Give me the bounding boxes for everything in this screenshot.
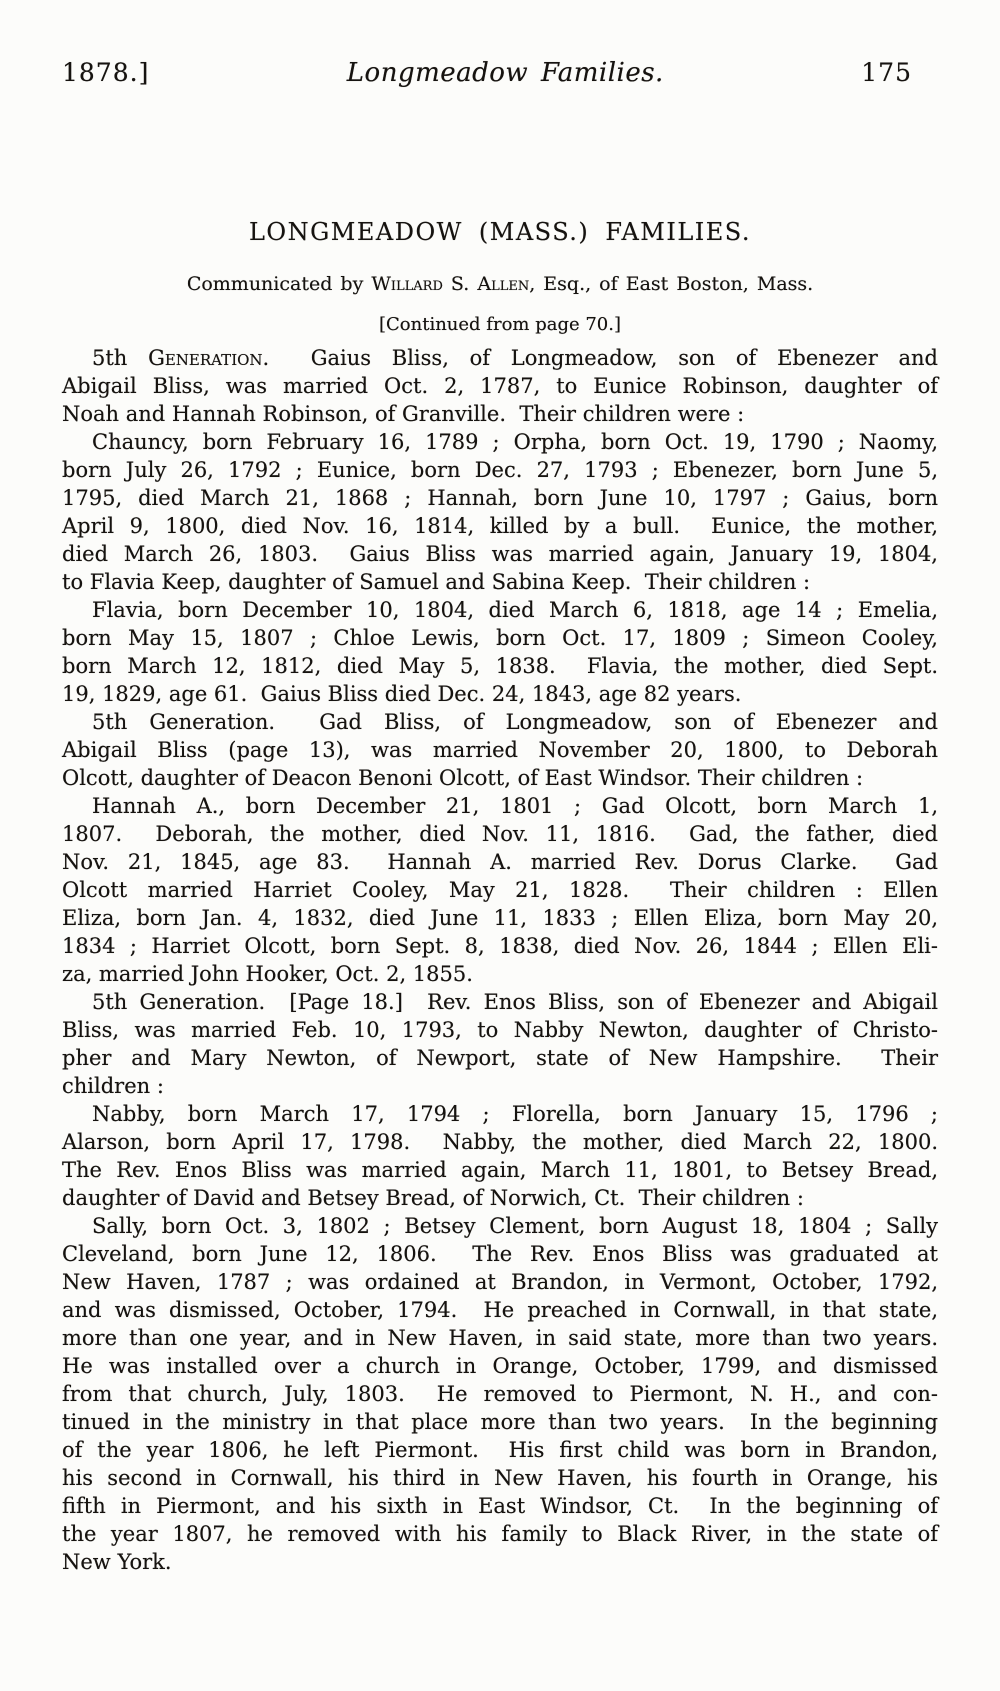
header-running-title: Longmeadow Families. [346,58,664,88]
small-caps-text: Generation. [148,346,270,370]
text-line: fifth in Piermont, and his sixth in East Windsor, Ct. In the beginning of [62,1494,938,1518]
byline [0,273,1000,295]
text-line: from that church, July, 1803. He removed to Piermont, N. H., and con- [62,1382,938,1406]
text-segment: 5th [92,346,149,370]
text-line: tinued in the ministry in that place more than two years. In the beginning [62,1410,938,1434]
text-line: Olcott, daughter of Deacon Benoni Olcott, of East Windsor. Their children : [62,766,864,790]
text-segment: Gaius Bliss, of Longmeadow, son of Ebenezer and [269,346,939,370]
text-line: 19, 1829, age 61. Gaius Bliss died Dec. 24, 1843, age 82 years. [62,682,742,706]
text-line: 1795, died March 21, 1868 ; Hannah, born June 10, 1797 ; Gaius, born [62,486,938,510]
text-line: Nabby, born March 17, 1794 ; Florella, born January 15, 1796 ; [92,1102,938,1126]
header-year-label: 1878.] [62,58,150,87]
text-line: He was installed over a church in Orange, October, 1799, and dismissed [62,1354,938,1378]
text-line: Cleveland, born June 12, 1806. The Rev. Enos Bliss was graduated at [62,1242,938,1266]
text-line: Eliza, born Jan. 4, 1832, died June 11, 1833 ; Ellen Eliza, born May 20, [62,906,938,930]
text-line: 1834 ; Harriet Olcott, born Sept. 8, 1838, died Nov. 26, 1844 ; Ellen Eli- [62,934,938,958]
running-header [62,58,912,88]
text-line: his second in Cornwall, his third in New Haven, his fourth in Orange, his [62,1466,938,1490]
text-line: 1807. Deborah, the mother, died Nov. 11, 1816. Gad, the father, died [62,822,938,846]
text-line: pher and Mary Newton, of Newport, state of New Hampshire. Their [62,1046,938,1070]
text-line: Hannah A., born December 21, 1801 ; Gad Olcott, born March 1, [92,794,938,818]
continuation-note: [Continued from page 70.] [379,314,621,335]
text-line: Bliss, was married Feb. 10, 1793, to Nabby Newton, daughter of Christo- [62,1018,938,1042]
text-line: za, married John Hooker, Oct. 2, 1855. [62,962,473,986]
text-line: Flavia, born December 10, 1804, died March 6, 1818, age 14 ; Emelia, [92,598,938,622]
text-line: died March 26, 1803. Gaius Bliss was married again, January 19, 1804, [62,542,938,566]
text-line: more than one year, and in New Haven, in said state, more than two years. [62,1326,938,1350]
text-line: Olcott married Harriet Cooley, May 21, 1828. Their children : Ellen [62,878,938,902]
text-line: the year 1807, he removed with his family to Black River, in the state of [62,1522,938,1546]
body-text [62,344,938,1576]
text-line: children : [62,1074,164,1098]
text-line: of the year 1806, he left Piermont. His first child was born in Brandon, [62,1438,938,1462]
text-line: daughter of David and Betsey Bread, of Norwich, Ct. Their children : [62,1186,804,1210]
text-line: New York. [62,1550,172,1574]
article-title: LONGMEADOW (MASS.) FAMILIES. [248,218,752,246]
text-line: to Flavia Keep, daughter of Samuel and Sabina Keep. Their children : [62,570,811,594]
text-line: born May 15, 1807 ; Chloe Lewis, born Oct. 17, 1809 ; Simeon Cooley, [62,626,938,650]
header-page-number: 175 [861,58,912,87]
byline-suffix: , Esq., of East Boston, Mass. [529,273,814,295]
text-line: New Haven, 1787 ; was ordained at Brandon, in Vermont, October, 1792, [62,1270,938,1294]
text-line: Alarson, born April 17, 1798. Nabby, the mother, died March 22, 1800. [62,1130,938,1154]
text-line: Abigail Bliss, was married Oct. 2, 1787, to Eunice Robinson, daughter of [62,374,938,398]
text-line: April 9, 1800, died Nov. 16, 1814, killed by a bull. Eunice, the mother, [62,514,938,538]
text-line: born July 26, 1792 ; Eunice, born Dec. 27, 1793 ; Ebenezer, born June 5, [62,458,938,482]
text-line: 5th Generation. [Page 18.] Rev. Enos Bliss, son of Ebenezer and Abigail [92,990,938,1014]
text-line: Noah and Hannah Robinson, of Granville. Their children were : [62,402,745,426]
byline-prefix: Communicated by [186,273,372,295]
text-line: born March 12, 1812, died May 5, 1838. Flavia, the mother, died Sept. [62,654,938,678]
text-line [62,344,938,372]
text-line: Abigail Bliss (page 13), was married November 20, 1800, to Deborah [62,738,938,762]
text-line: Sally, born Oct. 3, 1802 ; Betsey Clement, born August 18, 1804 ; Sally [92,1214,938,1238]
text-line: 5th Generation. Gad Bliss, of Longmeadow, son of Ebenezer and [92,710,938,734]
text-line: Nov. 21, 1845, age 83. Hannah A. married Rev. Dorus Clarke. Gad [62,850,938,874]
text-line: and was dismissed, October, 1794. He preached in Cornwall, in that state, [62,1298,938,1322]
text-line: The Rev. Enos Bliss was married again, March 11, 1801, to Betsey Bread, [62,1158,938,1182]
text-line: Chauncy, born February 16, 1789 ; Orpha, born Oct. 19, 1790 ; Naomy, [92,430,938,454]
byline-author-name: Willard S. Allen [371,273,530,295]
